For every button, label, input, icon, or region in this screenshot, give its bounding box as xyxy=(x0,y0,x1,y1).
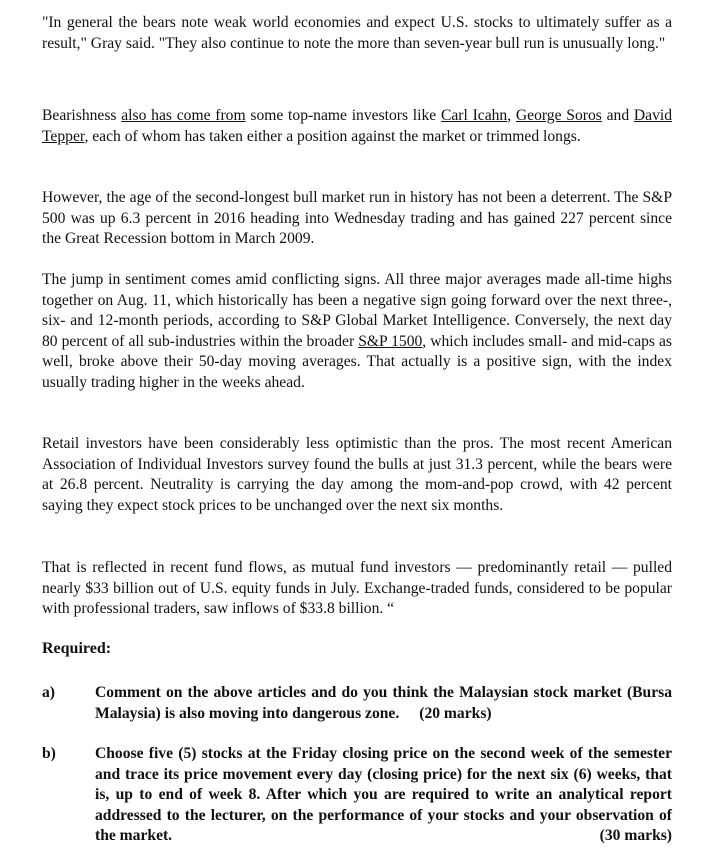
question-a-text xyxy=(95,683,672,724)
link-george-soros[interactable]: George Soros xyxy=(515,107,602,124)
link-carl-icahn[interactable]: Carl Icahn xyxy=(440,107,508,124)
required-heading: Required: xyxy=(42,640,112,657)
text-span: , xyxy=(507,107,516,124)
question-b-marks: (30 marks) xyxy=(599,827,672,845)
question-a-marks: (20 marks) xyxy=(419,704,492,722)
text-span: , which includes small- and mid-caps as well, broke above their 50-day moving averages. That actually is a positive sign, with the index usually trading higher in the weeks ahead. xyxy=(42,332,672,391)
link-also-has-come-from[interactable]: also has come from xyxy=(121,107,246,124)
text-span: some top-name investors like xyxy=(245,107,441,124)
text-span: , each of whom has taken either a position against the market or trimmed longs. xyxy=(84,127,581,145)
question-b-text xyxy=(95,744,672,847)
paragraph-retail-investors: Retail investors have been considerably less optimistic than the pros. The most recent American Association of Individual Investors survey found the bulls at just 31.3 percent, while the bears were at 26.8 percent. Neutrality is carrying the day among the mom-and-pop crowd, with 42 percent saying they expect stock prices to be unchanged over the next six months. xyxy=(42,435,672,514)
paragraph-quote-gray: "In general the bears note weak world economies and expect U.S. stocks to ultimately suffer as a result," Gray said. "They also continue to note the more than seven-year bull run is unusually long." xyxy=(42,14,672,52)
question-b-letter: b) xyxy=(42,745,56,762)
link-david-tepper[interactable]: David Tepper xyxy=(42,107,673,145)
question-a-letter: a) xyxy=(42,684,55,701)
question-a-body: Comment on the above articles and do you think the Malaysian stock market (Bursa Malaysia) is also moving into dangerous zone. xyxy=(95,684,672,722)
text-span: Bearishness xyxy=(42,107,122,124)
text-span: The jump in sentiment comes amid conflicting signs. All three major averages made all-time highs together on Aug. 11, which historically has been a negative sign going forward over the next three-, six- and 12-month periods, according to S&P Global Market Intelligence. Conversely, the next day 80 percent of all sub-industries within the broader xyxy=(42,271,672,350)
question-b-body: Choose five (5) stocks at the Friday closing price on the second week of the semester and trace its price movement every day (closing price) for the next six (6) weeks, that is, up to end of week 8. After which you are required to write an analytical report addressed to the lecturer, on the performance of your stocks and your observation of the market. xyxy=(95,745,672,845)
paragraph-fund-flows: That is reflected in recent fund flows, as mutual fund investors — predominantly retail — pulled nearly $33 billion out of U.S. equity funds in July. Exchange-traded funds, considered to be popular with professional traders, saw inflows of $33.8 billion. “ xyxy=(42,559,672,618)
paragraph-bull-market-age: However, the age of the second-longest bull market run in history has not been a deterrent. The S&P 500 was up 6.3 percent in 2016 heading into Wednesday trading and has gained 227 percent since the Great Recession bottom in March 2009. xyxy=(42,189,672,248)
link-sp-1500[interactable]: S&P 1500 xyxy=(358,332,423,350)
paragraph-bearishness xyxy=(42,106,672,147)
text-span: and xyxy=(601,107,634,124)
paragraph-sentiment-jump xyxy=(42,270,672,394)
